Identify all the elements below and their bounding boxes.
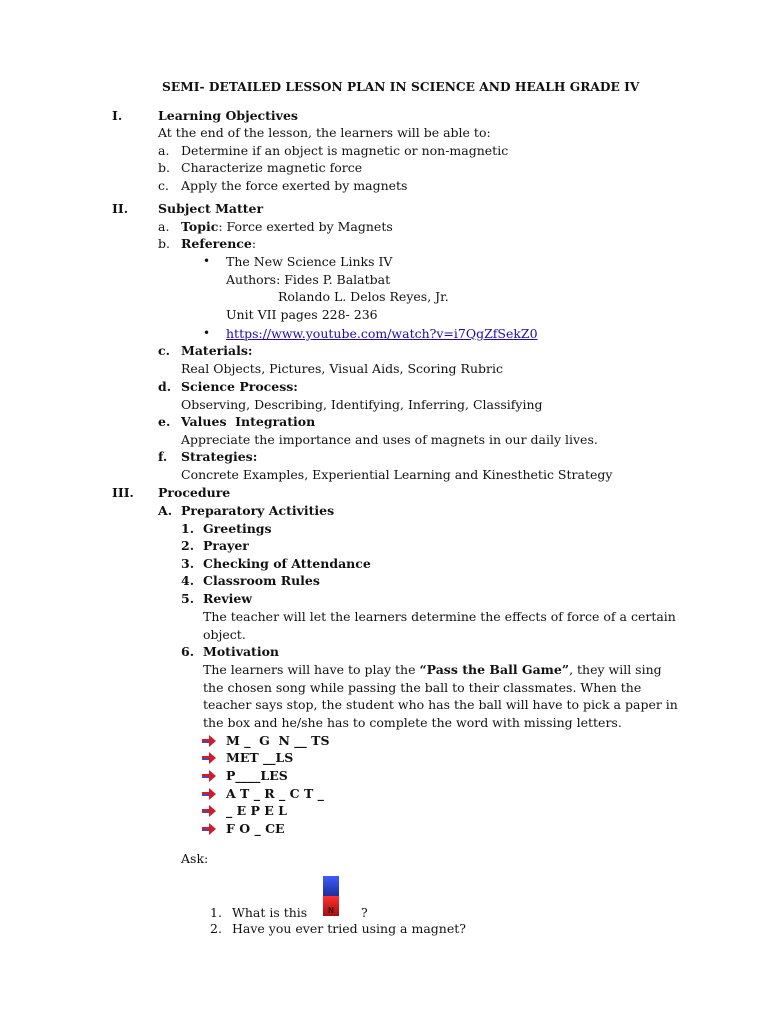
youtube-link[interactable]: https://www.youtube.com/watch?v=i7QgZfSekZ0 — [226, 326, 538, 341]
objective-a: Determine if an object is magnetic or non-magnetic — [181, 143, 509, 158]
missing-word-attract: A T _ R _ C T _ — [226, 786, 324, 801]
missing-word-metals: MET __LS — [226, 750, 294, 765]
arrow-bullet-icon — [202, 770, 216, 782]
reference-letter: b. — [158, 236, 170, 251]
step-motivation: Motivation — [203, 644, 280, 659]
objective-b: Characterize magnetic force — [181, 160, 363, 175]
values-label: Values Integration — [181, 414, 316, 429]
topic-text: : Force exerted by Magnets — [218, 219, 393, 234]
question-number: 2. — [210, 921, 222, 936]
section-2-heading: Subject Matter — [158, 201, 264, 216]
section-2-number: II. — [112, 201, 129, 216]
missing-word-force: F O _ CE — [226, 821, 285, 836]
motivation-line-2: the chosen song while passing the ball to their classmates. When the — [203, 680, 642, 695]
values-letter: e. — [158, 414, 171, 429]
missing-word-repel: _ E P E L — [226, 803, 287, 818]
topic-label: Topic — [181, 219, 219, 234]
step-classroom-rules: Classroom Rules — [203, 573, 320, 588]
review-text-2: object. — [203, 627, 246, 642]
missing-word-magnets: M _ G N __ TS — [226, 733, 330, 748]
reference-label: Reference — [181, 236, 252, 251]
arrow-bullet-icon — [202, 788, 216, 800]
missing-word-poles: P____LES — [226, 768, 288, 783]
values-text: Appreciate the importance and uses of magnets in our daily lives. — [181, 432, 598, 447]
arrow-bullet-icon — [202, 805, 216, 817]
review-text-1: The teacher will let the learners determine the effects of force of a certain — [203, 609, 676, 624]
motivation-line-3: teacher says stop, the student who has the ball will have to pick a paper in — [203, 697, 678, 712]
bullet-icon: • — [203, 326, 211, 340]
step-review: Review — [203, 591, 253, 606]
section-1-number: I. — [112, 108, 123, 123]
bullet-icon: • — [203, 254, 211, 268]
question-1-text: What is this — [232, 905, 308, 920]
step-greetings: Greetings — [203, 521, 272, 536]
objective-a-letter: a. — [158, 143, 170, 158]
page-title: SEMI- DETAILED LESSON PLAN IN SCIENCE AND HEALH GRADE IV — [162, 80, 640, 94]
ask-label: Ask: — [181, 851, 209, 866]
step-number: 5. — [181, 591, 195, 606]
objective-b-letter: b. — [158, 160, 170, 175]
reference-colon: : — [251, 236, 257, 251]
objectives-intro: At the end of the lesson, the learners will be able to: — [158, 125, 491, 140]
question-1-mark: ? — [361, 905, 368, 920]
reference-line — [181, 235, 256, 253]
game-name: “Pass the Ball Game” — [419, 662, 570, 677]
arrow-bullet-icon — [202, 823, 216, 835]
step-prayer: Prayer — [203, 538, 249, 553]
author-2: Rolando L. Delos Reyes, Jr. — [278, 289, 449, 304]
section-3-heading: Procedure — [158, 485, 231, 500]
magnet-north-label: N — [328, 906, 334, 915]
objective-c-letter: c. — [158, 178, 169, 193]
objective-c: Apply the force exerted by magnets — [181, 178, 408, 193]
question-number: 1. — [210, 905, 222, 920]
section-1-heading: Learning Objectives — [158, 108, 298, 123]
step-number: 3. — [181, 556, 195, 571]
step-attendance: Checking of Attendance — [203, 556, 371, 571]
motivation-line-4: the box and he/she has to complete the word with missing letters. — [203, 715, 622, 730]
step-number: 2. — [181, 538, 195, 553]
step-number: 4. — [181, 573, 195, 588]
motivation-line-1-start: The learners will have to play the — [203, 662, 420, 677]
materials-letter: c. — [158, 343, 170, 358]
section-3-number: III. — [112, 485, 134, 500]
strategies-label: Strategies: — [181, 449, 258, 464]
science-process-letter: d. — [158, 379, 172, 394]
step-number: 6. — [181, 644, 195, 659]
book-title: The New Science Links IV — [226, 254, 393, 269]
topic-letter: a. — [158, 219, 170, 234]
arrow-bullet-icon — [202, 752, 216, 764]
authors-line: Authors: Fides P. Balatbat — [226, 272, 391, 287]
science-process-label: Science Process: — [181, 379, 298, 394]
materials-text: Real Objects, Pictures, Visual Aids, Scoring Rubric — [181, 361, 503, 376]
step-number: 1. — [181, 521, 195, 536]
strategies-text: Concrete Examples, Experiential Learning and Kinesthetic Strategy — [181, 467, 613, 482]
motivation-line-1-end: , they will sing — [569, 662, 662, 677]
materials-label: Materials: — [181, 343, 253, 358]
question-2-text: Have you ever tried using a magnet? — [232, 921, 466, 936]
motivation-line-1 — [203, 661, 662, 679]
topic-line — [181, 218, 393, 236]
unit-pages: Unit VII pages 228- 236 — [226, 307, 378, 322]
bar-magnet-image — [323, 876, 339, 916]
preparatory-letter: A. — [158, 503, 173, 518]
science-process-text: Observing, Describing, Identifying, Inferring, Classifying — [181, 397, 543, 412]
strategies-letter: f. — [158, 449, 168, 464]
preparatory-label: Preparatory Activities — [181, 503, 335, 518]
arrow-bullet-icon — [202, 735, 216, 747]
